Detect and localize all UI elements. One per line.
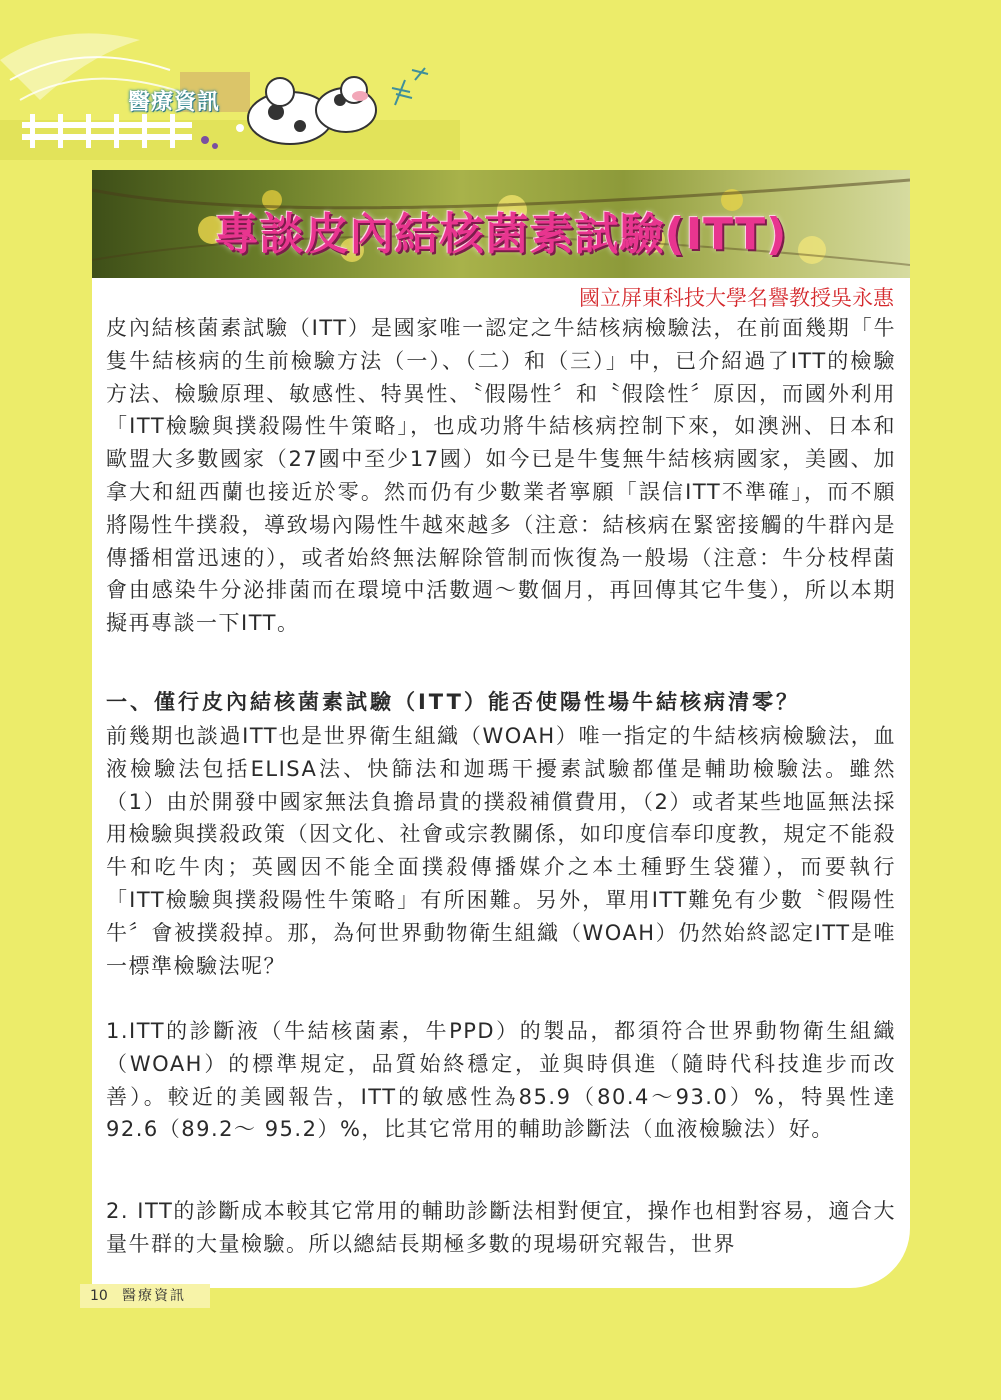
header-decoration bbox=[0, 0, 460, 170]
section1-paragraph: 前幾期也談過ITT也是世界衛生組織（WOAH）唯一指定的牛結核病檢驗法，血液檢驗法包括ELISA法、快篩法和迦瑪干擾素試驗都僅是輔助檢驗法。雖然（1）由於開發中國家無法負擔昂貴的撲殺補償費用，（2）或者某些地區無法採用檢驗與撲殺政策（因文化、社會或宗教關係，如印度信奉印度教，規定不能殺牛和吃牛肉；英國因不能全面撲殺傳播媒介之本土種野生袋獾），而要執行「ITT檢驗與撲殺陽性牛策略」有所困難。另外，單用ITT難免有少數〝假陽性牛〞會被撲殺掉。那，為何世界動物衛生組織（WOAH）仍然始終認定ITT是唯一標準檢驗法呢？ bbox=[106, 724, 896, 978]
article-title: 專談皮內結核菌素試驗(ITT) bbox=[214, 209, 788, 260]
footer-label: 醫療資訊 bbox=[122, 1288, 186, 1304]
author-line: 國立屏東科技大學名譽教授吳永惠 bbox=[579, 286, 894, 310]
title-banner bbox=[92, 170, 910, 278]
article-body bbox=[92, 278, 910, 1288]
page-number: 10 bbox=[90, 1288, 108, 1304]
point2-paragraph: 2. ITT的診斷成本較其它常用的輔助診斷法相對便宜，操作也相對容易，適合大量牛群的大量檢驗。所以總結長期極多數的現場研究報告，世界 bbox=[106, 1199, 896, 1256]
section1-heading: 一、僅行皮內結核菌素試驗（ITT）能否使陽性場牛結核病清零？ bbox=[106, 690, 800, 714]
intro-paragraph: 皮內結核菌素試驗（ITT）是國家唯一認定之牛結核病檢驗法，在前面幾期「牛隻牛結核病的生前檢驗方法（一）、（二）和（三）」中，已介紹過了ITT的檢驗方法、檢驗原理、敏感性、特異性、〝假陽性〞和〝假陰性〞原因，而國外利用「ITT檢驗與撲殺陽性牛策略」，也成功將牛結核病控制下來，如澳洲、日本和歐盟大多數國家（27國中至少17國）如今已是牛隻無牛結核病國家，美國、加拿大和紐西蘭也接近於零。然而仍有少數業者寧願「誤信ITT不準確」，而不願將陽性牛撲殺，導致場內陽性牛越來越多（注意：結核病在緊密接觸的牛群內是傳播相當迅速的），或者始終無法解除管制而恢復為一般場（注意：牛分枝桿菌會由感染牛分泌排菌而在環境中活數週～數個月，再回傳其它牛隻），所以本期擬再專談一下ITT。 bbox=[106, 316, 896, 636]
dragonfly-icon bbox=[392, 68, 428, 105]
point1-paragraph: 1.ITT的診斷液（牛結核菌素，牛PPD）的製品，都須符合世界動物衛生組織（WOAH）的標準規定，品質始終穩定，並與時俱進（隨時代科技進步而改善）。較近的美國報告，ITT的敏感性為85.9（80.4～93.0）%，特異性達92.6（89.2～ 95.2）%，比其它常用的輔助診斷法（血液檢驗法）好。 bbox=[106, 1019, 896, 1142]
page-footer bbox=[80, 1284, 210, 1308]
section-tag: 醫療資訊 bbox=[128, 90, 221, 115]
